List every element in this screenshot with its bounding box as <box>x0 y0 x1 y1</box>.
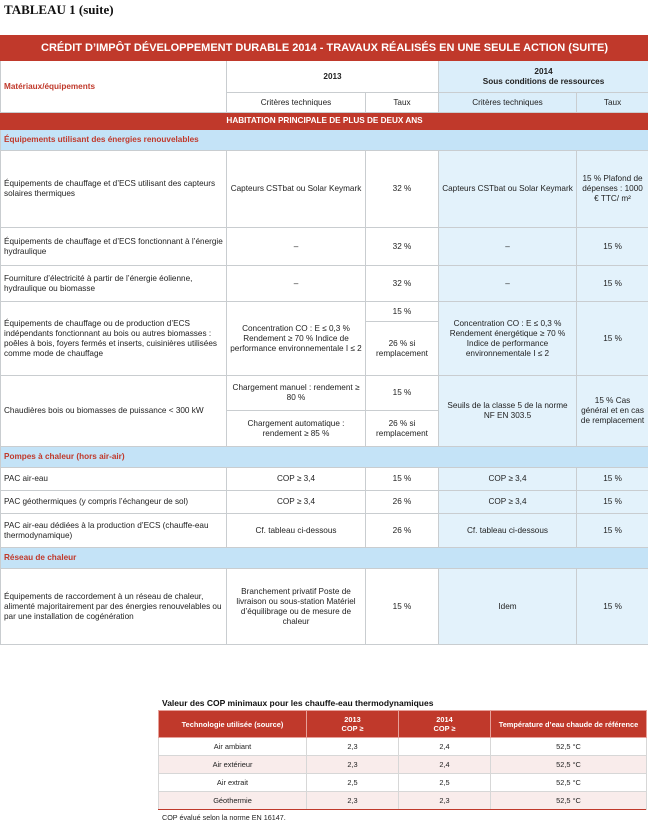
row-label: Équipements de raccordement à un réseau de chaleur, alimenté majoritairement par des énergies renouvelables ou par une installation de cogénération <box>1 569 227 645</box>
crit-2013-cell: COP ≥ 3,4 <box>227 491 366 514</box>
crit-2013-cell: Concentration CO : E ≤ 0,3 % Rendement ≥ 70 % Indice de performance environnementale I ≤ 2 <box>227 302 366 376</box>
cop-2013: 2,3 <box>307 756 399 774</box>
cop-table <box>158 710 647 810</box>
table-row <box>159 792 647 810</box>
col-materials-header: Matériaux/équipements <box>1 61 227 113</box>
crit-2014-cell: – <box>439 266 577 302</box>
row-label: Chaudières bois ou biomasses de puissance < 300 kW <box>1 376 227 447</box>
row-label: PAC air-eau dédiées à la production d’ECS (chauffe-eau thermodynamique) <box>1 514 227 548</box>
taux-2013-cell: 26 % si remplacement <box>366 322 439 376</box>
taux-2013-cell: 15 % <box>366 569 439 645</box>
cop-2013: 2,5 <box>307 774 399 792</box>
taux-2014-cell: 15 % <box>577 468 648 491</box>
taux-2013-cell: 26 % <box>366 491 439 514</box>
crit-2014-cell: Idem <box>439 569 577 645</box>
crit-2013-cell: Capteurs CSTbat ou Solar Keymark <box>227 151 366 228</box>
crit-2014-cell: – <box>439 228 577 266</box>
crit-2014-cell: COP ≥ 3,4 <box>439 468 577 491</box>
taux-2014-cell: 15 % <box>577 266 648 302</box>
crit-2013-cell: – <box>227 228 366 266</box>
table-banner: CRÉDIT D’IMPÔT DÉVELOPPEMENT DURABLE 2014 - TRAVAUX RÉALISÉS EN UNE SEULE ACTION (SUITE) <box>1 36 648 61</box>
taux-2014-cell: 15 % <box>577 302 648 376</box>
cop-2014: 2,4 <box>399 738 491 756</box>
taux-2013-cell: 26 % si remplacement <box>366 411 439 447</box>
crit-2013-header: Critères techniques <box>227 93 366 113</box>
cop-note: COP évalué selon la norme EN 16147. <box>162 813 286 822</box>
taux-2014-cell: 15 % <box>577 569 648 645</box>
cop-divider <box>158 809 646 810</box>
cop-tech: Géothermie <box>159 792 307 810</box>
cop-2014: 2,3 <box>399 792 491 810</box>
cop-tech: Air ambiant <box>159 738 307 756</box>
cop-table-title: Valeur des COP minimaux pour les chauffe-eau thermodynamiques <box>162 698 434 708</box>
row-label: Équipements de chauffage ou de production d’ECS indépendants fonctionnant au bois ou autres biomasses : poêles à bois, foyers fermés et inserts, cuisinières utilisées comme mode de chauffage <box>1 302 227 376</box>
crit-2014-cell: Seuils de la classe 5 de la norme NF EN 303.5 <box>439 376 577 447</box>
row-label: PAC géothermiques (y compris l’échangeur de sol) <box>1 491 227 514</box>
crit-2014-cell: Cf. tableau ci-dessous <box>439 514 577 548</box>
cop-2013: 2,3 <box>307 792 399 810</box>
row-label: Équipements de chauffage et d’ECS utilisant des capteurs solaires thermiques <box>1 151 227 228</box>
row-label: PAC air-eau <box>1 468 227 491</box>
table-row <box>159 774 647 792</box>
crit-2013-cell: Cf. tableau ci-dessous <box>227 514 366 548</box>
cop-header-2013: 2013 COP ≥ <box>307 711 399 738</box>
habitation-header: HABITATION PRINCIPALE DE PLUS DE DEUX ANS <box>1 113 648 130</box>
taux-2013-cell: 32 % <box>366 266 439 302</box>
crit-2013-cell: Chargement automatique : rendement ≥ 85 % <box>227 411 366 447</box>
row-label: Fourniture d’électricité à partir de l’énergie éolienne, hydraulique ou biomasse <box>1 266 227 302</box>
taux-2013-cell: 15 % <box>366 376 439 411</box>
cop-header-temp: Température d’eau chaude de référence <box>491 711 647 738</box>
taux-2013-cell: 32 % <box>366 151 439 228</box>
cop-header-2014: 2014 COP ≥ <box>399 711 491 738</box>
cop-2014: 2,5 <box>399 774 491 792</box>
crit-2013-cell: Branchement privatif Poste de livraison ou sous-station Matériel d’équilibrage ou de mesure de chaleur <box>227 569 366 645</box>
section-header: Pompes à chaleur (hors air-air) <box>1 447 648 468</box>
taux-2014-cell: 15 % <box>577 491 648 514</box>
taux-2013-cell: 26 % <box>366 514 439 548</box>
table-row <box>159 738 647 756</box>
row-label: Équipements de chauffage et d’ECS fonctionnant à l’énergie hydraulique <box>1 228 227 266</box>
taux-2014-cell: 15 % Plafond de dépenses : 1000 € TTC/ m² <box>577 151 648 228</box>
taux-2013-header: Taux <box>366 93 439 113</box>
taux-2014-cell: 15 % <box>577 514 648 548</box>
cop-temp: 52,5 °C <box>491 792 647 810</box>
crit-2014-cell: Concentration CO : E ≤ 0,3 % Rendement énergétique ≥ 70 % Indice de performance environnementale I ≤ 2 <box>439 302 577 376</box>
taux-2014-cell: 15 % Cas général et en cas de remplacement <box>577 376 648 447</box>
table-row <box>159 756 647 774</box>
crit-2014-header: Critères techniques <box>439 93 577 113</box>
cop-2013: 2,3 <box>307 738 399 756</box>
taux-2013-cell: 32 % <box>366 228 439 266</box>
taux-2013-cell: 15 % <box>366 468 439 491</box>
cop-tech: Air extérieur <box>159 756 307 774</box>
crit-2013-cell: COP ≥ 3,4 <box>227 468 366 491</box>
cop-temp: 52,5 °C <box>491 756 647 774</box>
section-header: Équipements utilisant des énergies renouvelables <box>1 130 648 151</box>
tax-credit-table <box>0 35 648 645</box>
crit-2014-cell: Capteurs CSTbat ou Solar Keymark <box>439 151 577 228</box>
page-title: TABLEAU 1 (suite) <box>4 2 114 17</box>
taux-2014-cell: 15 % <box>577 228 648 266</box>
cop-temp: 52,5 °C <box>491 774 647 792</box>
year-2014-header: 2014 Sous conditions de ressources <box>439 61 648 93</box>
section-header: Réseau de chaleur <box>1 548 648 569</box>
cop-2014: 2,4 <box>399 756 491 774</box>
crit-2013-cell: Chargement manuel : rendement ≥ 80 % <box>227 376 366 411</box>
taux-2014-header: Taux <box>577 93 648 113</box>
taux-2013-cell: 15 % <box>366 302 439 322</box>
year-2013-header: 2013 <box>227 61 439 93</box>
cop-tech: Air extrait <box>159 774 307 792</box>
crit-2013-cell: – <box>227 266 366 302</box>
cop-temp: 52,5 °C <box>491 738 647 756</box>
cop-header-tech: Technologie utilisée (source) <box>159 711 307 738</box>
crit-2014-cell: COP ≥ 3,4 <box>439 491 577 514</box>
